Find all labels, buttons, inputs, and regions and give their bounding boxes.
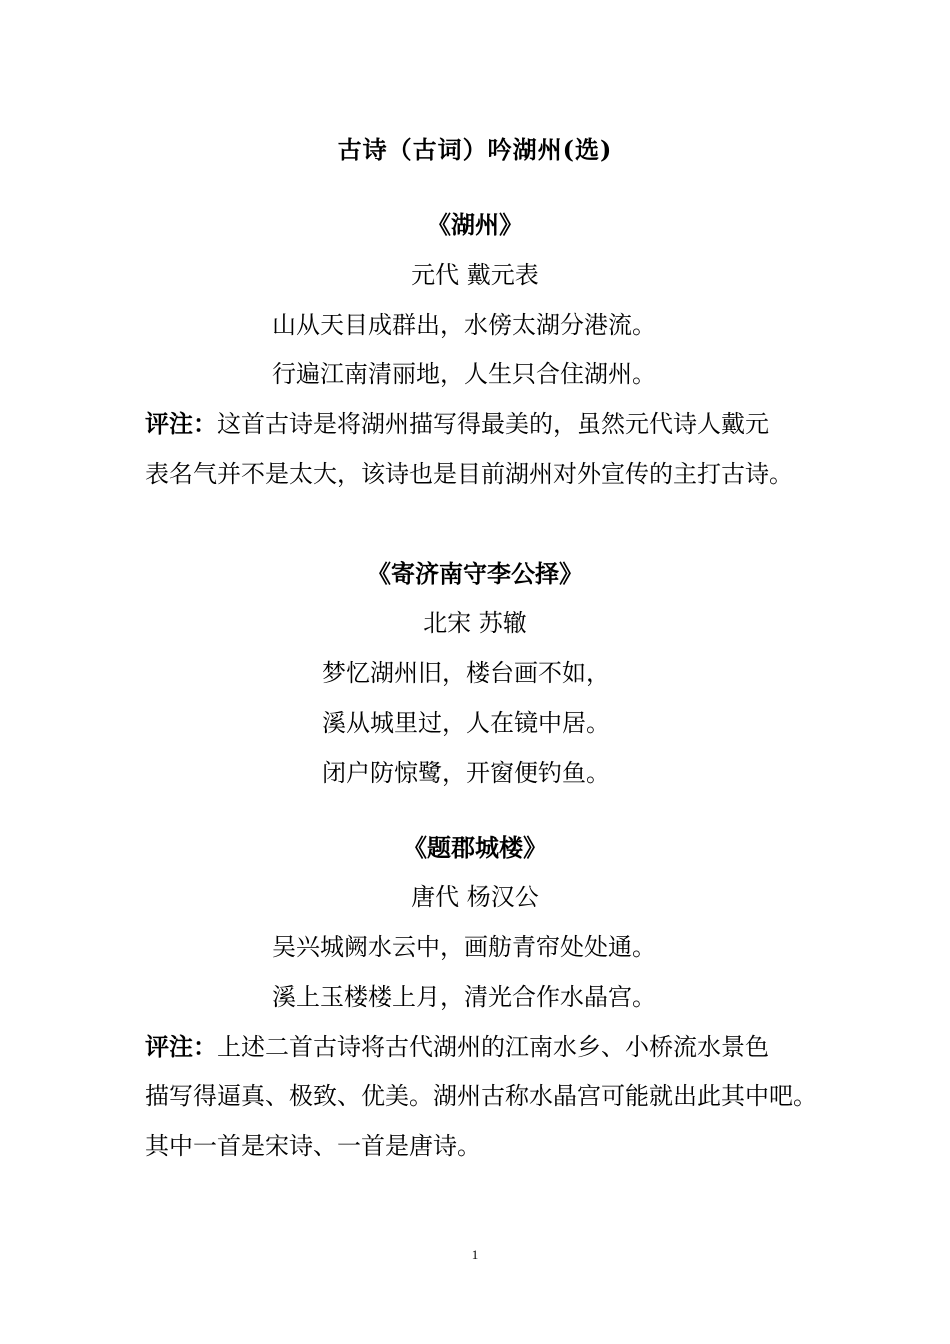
poem-author: 唐代 杨汉公 <box>411 883 539 911</box>
comment-paragraph <box>145 1031 845 1063</box>
comment-paragraph <box>145 408 845 440</box>
poem-line: 山从天目成群出，水傍太湖分港流。 <box>272 311 656 339</box>
document-title: 古诗（古词）吟湖州(选) <box>337 135 613 164</box>
comment-text: 描写得逼真、极致、优美。湖州古称水晶宫可能就出此其中吧。 <box>145 1082 817 1110</box>
comment-text: 上述二首古诗将古代湖州的江南水乡、小桥流水景色 <box>217 1033 769 1061</box>
poem-line: 行遍江南清丽地，人生只合住湖州。 <box>272 360 656 388</box>
poem-author: 元代 戴元表 <box>411 261 539 289</box>
page-number: 1 <box>471 1247 479 1262</box>
poem-author: 北宋 苏辙 <box>423 609 527 637</box>
poem-line: 闭户防惊鹭，开窗便钓鱼。 <box>322 759 610 787</box>
comment-label: 评注： <box>145 409 217 438</box>
poem-line: 溪上玉楼楼上月，清光合作水晶宫。 <box>272 983 656 1011</box>
poem-line: 梦忆湖州旧，楼台画不如， <box>322 659 610 687</box>
comment-label: 评注： <box>145 1032 217 1061</box>
comment-text: 其中一首是宋诗、一首是唐诗。 <box>145 1132 481 1160</box>
comment-text: 表名气并不是太大，该诗也是目前湖州对外宣传的主打古诗。 <box>145 460 793 488</box>
poem-title: 《题郡城楼》 <box>403 833 547 862</box>
poem-title: 《寄济南守李公择》 <box>367 559 583 588</box>
poem-title: 《湖州》 <box>427 210 523 239</box>
poem-line: 溪从城里过，人在镜中居。 <box>322 709 610 737</box>
poem-line: 吴兴城阙水云中，画舫青帘处处通。 <box>272 933 656 961</box>
comment-text: 这首古诗是将湖州描写得最美的，虽然元代诗人戴元 <box>217 410 769 438</box>
